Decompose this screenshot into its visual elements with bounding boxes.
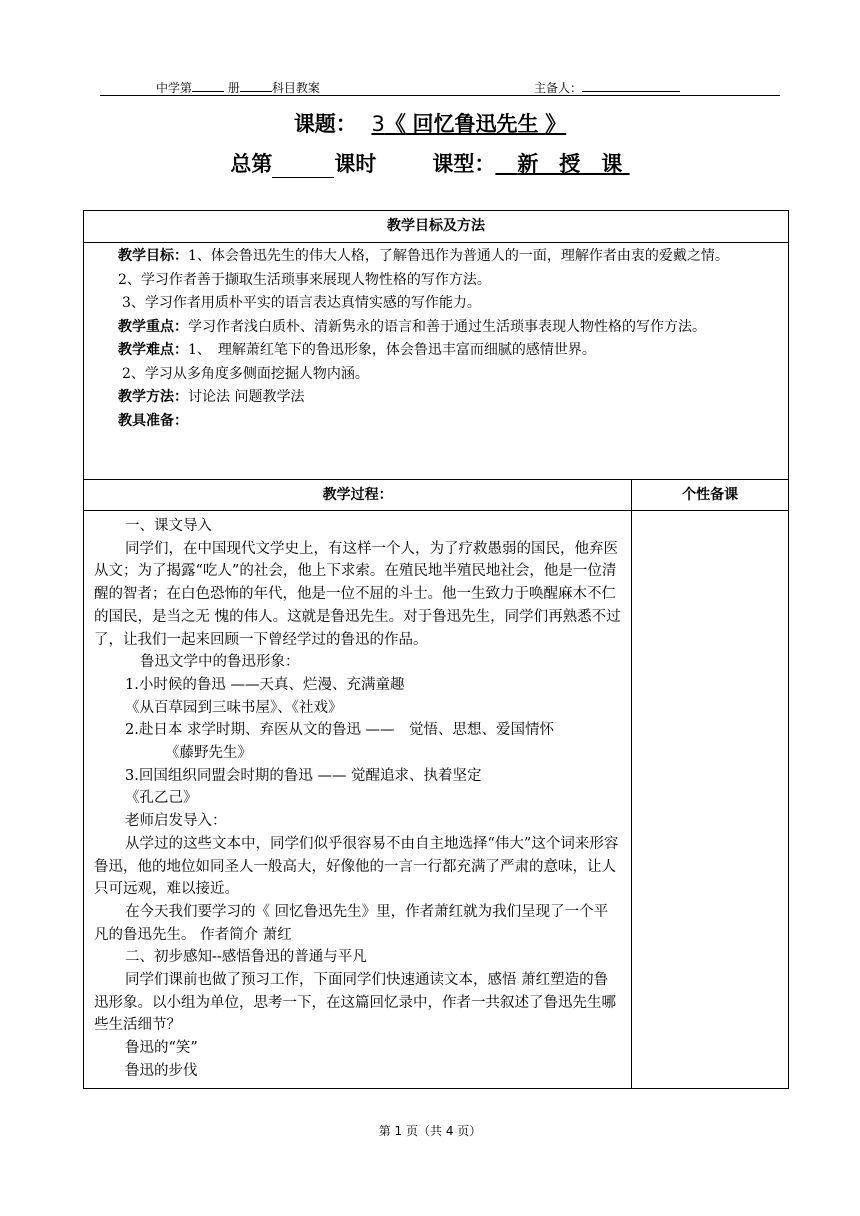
page-header (100, 79, 780, 96)
goals-heading: 教学目标及方法 (84, 211, 789, 243)
page-footer: 第 1 页（共 4 页） (378, 1124, 482, 1138)
process-cell: 一、课文导入 同学们，在中国现代文学史上，有这样一个人，为了疗救愚弱的国民，他弃医从文；为了揭露“吃人”的社会，他上下求索。在殖民地半殖民地社会，他是一位清醒的智者；在白色恐怖的年代，他是一位不屈的斗士。他一生致力于唤醒麻木不仁的国民，是当之无 愧的伟人。这就是鲁迅先生。对于鲁迅先生，同学们再熟悉不过了，让我们一起来回顾一下曾经学过的鲁迅的作品。 鲁迅文学中的鲁迅形象： 1.小时候的鲁迅 ——天真、烂漫、充满童趣 《从百草园到三味书屋》、《社戏》 2.赴日本 求学时期、弃医从文的鲁迅 —— 觉悟、思想、爱国情怀 《藤野先生》 3.回国组织同盟会时期的鲁迅 —— 觉醒追求、执着坚定 《孔乙己》 老师启发导入： 从学过的这些文本中，同学们似乎很容易不由自主地选择“伟大”这个词来形容鲁迅，他的地位如同圣人一般高大，好像他的一言一行都充满了严肃的意味，让人只可远观，难以接近。 在今天我们要学习的《 回忆鲁迅先生》里，作者萧红就为我们呈现了一个平凡的鲁迅先生。 作者简介 萧红 二、初步感知--感悟鲁迅的普通与平凡 同学们课前也做了预习工作，下面同学们快速通读文本，感悟 萧红塑造的鲁迅形象。以小组为单位，思考一下，在这篇回忆录中，作者一共叙述了鲁迅先生哪些生活细节？ 鲁迅的“笑” 鲁迅的步伐 (84, 511, 632, 1089)
goals-cell: 教学目标：1、体会鲁迅先生的伟大人格，了解鲁迅作为普通人的一面，理解作者由衷的爱戴之情。 2、学习作者善于撷取生活琐事来展现人物性格的写作方法。 3、学习作者用质朴平实的语言表达真情实感的写作能力。 教学重点：学习作者浅白质朴、清新隽永的语言和善于通过生活琐事表现人物性格的写作方法。 教学难点：1、 理解萧红笔下的鲁迅形象，体会鲁迅丰富而细腻的感情世界。 2、学习从多角度多侧面挖掘人物内涵。 教学方法：讨论法 问题教学法 教具准备： (84, 243, 789, 480)
header-left: 中学第 册 科目教案 (156, 81, 320, 95)
personal-notes-heading: 个性备课 (632, 480, 789, 511)
process-heading: 教学过程： (84, 480, 632, 511)
lesson-subtitle: 总第 课时 课型： 新 授 课 (230, 152, 623, 176)
lesson-table (83, 210, 789, 1089)
lesson-title: 课题： 3《 回忆鲁迅先生 》 (293, 112, 567, 136)
personal-notes-cell (632, 511, 789, 1089)
header-preparer: 主备人： (534, 79, 680, 96)
